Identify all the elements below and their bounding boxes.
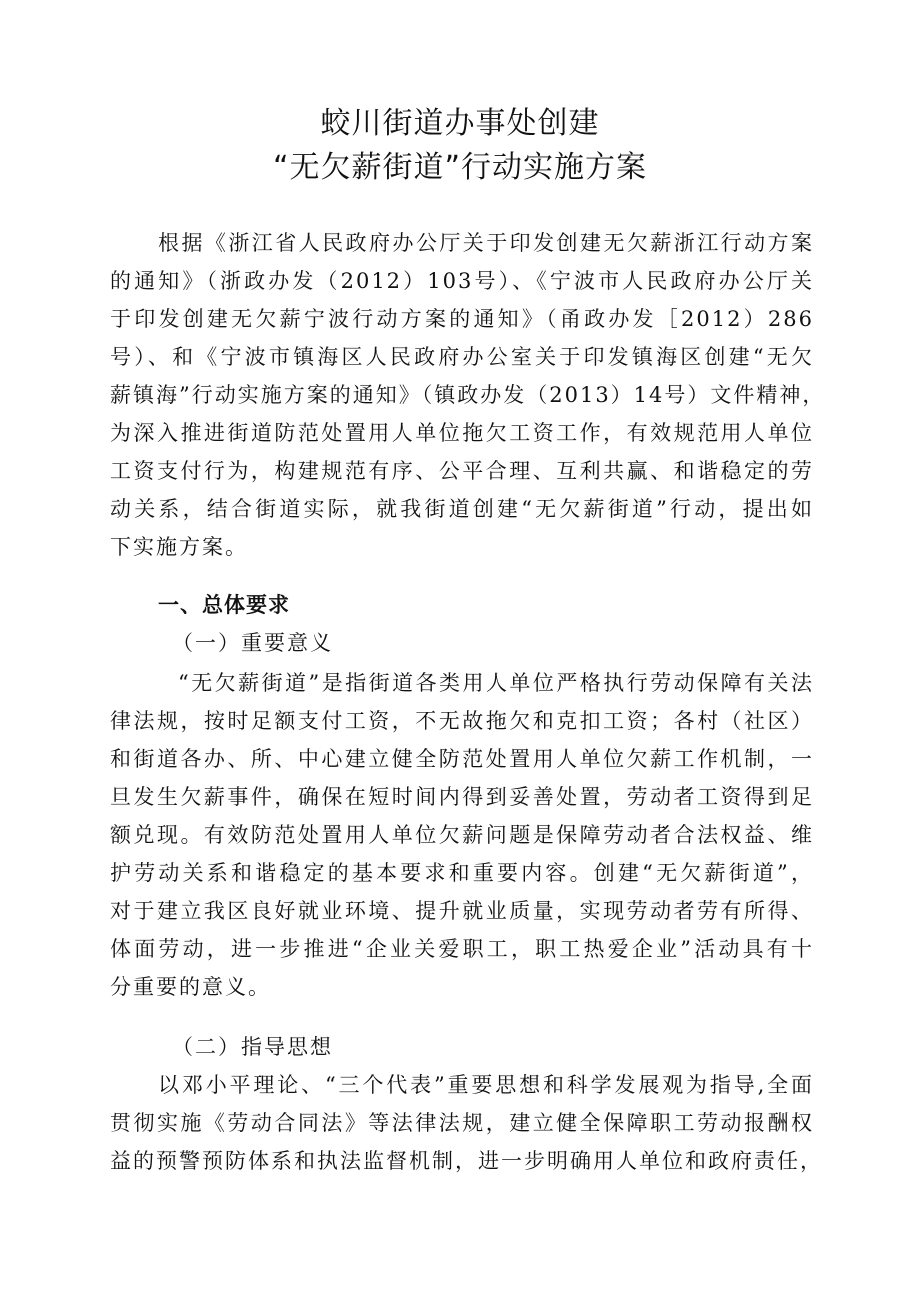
- document-title-line1: 蛟川街道办事处创建: [320, 106, 600, 141]
- paragraph-line: 额兑现。有效防范处置用人单位欠薪问题是保障劳动者合法权益、维: [110, 823, 814, 847]
- subsection-heading: （一）重要意义: [172, 631, 333, 655]
- paragraph-line: 分重要的意义。: [110, 975, 271, 999]
- intro-line: 号）、和《宁波市镇海区人民政府办公室关于印发镇海区创建“无欠: [110, 345, 814, 369]
- intro-line: 薪镇海”行动实施方案的通知》（镇政办发（2013）14号）文件精神，: [110, 383, 826, 407]
- intro-line: 工资支付行为，构建规范有序、公平合理、互利共赢、和谐稳定的劳: [110, 459, 814, 483]
- document-title-line2: “无欠薪街道”行动实施方案: [272, 150, 648, 185]
- section-heading: 一、总体要求: [158, 593, 290, 617]
- paragraph-line: 体面劳动，进一步推进“企业关爱职工，职工热爱企业”活动具有十: [110, 937, 814, 961]
- paragraph-line: 和街道各办、所、中心建立健全防范处置用人单位欠薪工作机制，一: [110, 747, 814, 771]
- intro-line: 下实施方案。: [110, 535, 248, 559]
- subsection-heading: （二）指导思想: [172, 1035, 333, 1059]
- intro-line: 动关系，结合街道实际，就我街道创建“无欠薪街道”行动，提出如: [110, 497, 814, 521]
- paragraph-line: 护劳动关系和谐稳定的基本要求和重要内容。创建“无欠薪街道”，: [110, 861, 814, 885]
- intro-line: 于印发创建无欠薪宁波行动方案的通知》（甬政办发［2012）286: [110, 307, 814, 331]
- paragraph-line: 律法规，按时足额支付工资，不无故拖欠和克扣工资；各村（社区）: [110, 709, 814, 733]
- paragraph-line: 益的预警预防体系和执法监督机制，进一步明确用人单位和政府责任，: [110, 1149, 823, 1173]
- paragraph-line: 对于建立我区良好就业环境、提升就业质量，实现劳动者劳有所得、: [110, 899, 814, 923]
- paragraph-line: 以邓小平理论、“三个代表”重要思想和科学发展观为指导,全面: [158, 1073, 814, 1097]
- intro-line: 为深入推进街道防范处置用人单位拖欠工资工作，有效规范用人单位: [110, 421, 814, 445]
- paragraph-line: 旦发生欠薪事件，确保在短时间内得到妥善处置，劳动者工资得到足: [110, 785, 814, 809]
- intro-line: 的通知》（浙政办发（2012）103号）、《宁波市人民政府办公厅关: [110, 269, 814, 293]
- paragraph-line: 贯彻实施《劳动合同法》等法律法规，建立健全保障职工劳动报酬权: [110, 1111, 814, 1135]
- paragraph-line: “无欠薪街道”是指街道各类用人单位严格执行劳动保障有关法: [178, 671, 814, 695]
- intro-line: 根据《浙江省人民政府办公厅关于印发创建无欠薪浙江行动方案: [158, 231, 814, 255]
